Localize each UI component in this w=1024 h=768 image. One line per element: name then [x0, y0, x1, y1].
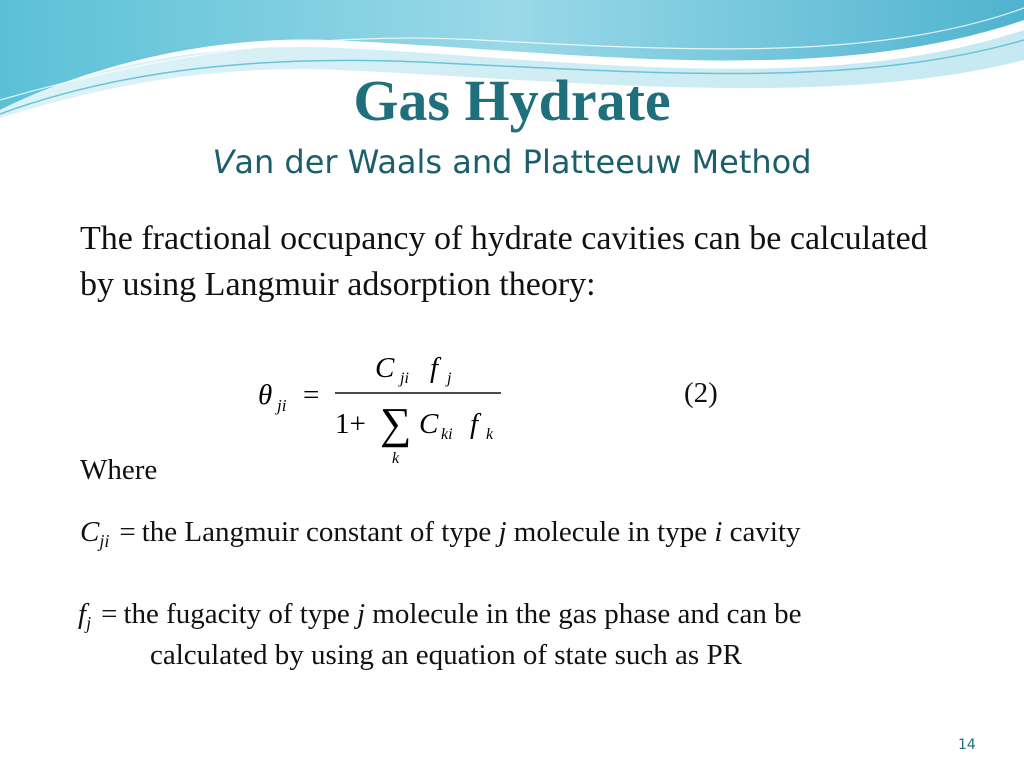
slide-subtitle	[0, 143, 1024, 181]
def-equals: =	[101, 598, 118, 630]
def-equals: =	[119, 516, 136, 548]
eq-den-sigma-sub: k	[392, 450, 400, 467]
def-text: the Langmuir constant of type	[141, 516, 499, 548]
definition-cji	[80, 514, 801, 553]
intro-paragraph: The fractional occupancy of hydrate cavities can be calculated by using Langmuir adsorption theory:	[80, 220, 928, 303]
subtitle-initial: V	[212, 143, 235, 181]
def-text: cavity	[722, 516, 801, 548]
subtitle-rest: an der Waals and Platteeuw Method	[234, 143, 812, 181]
def-text: molecule in type	[506, 516, 715, 548]
eq-num-c-sub: ji	[400, 370, 409, 387]
def-var: j	[498, 516, 507, 548]
eq-theta-sub: ji	[277, 396, 287, 415]
eq-num-f-sub: j	[447, 370, 452, 387]
def-text: the fugacity of type	[123, 598, 357, 630]
eq-den-one-plus: 1+	[335, 408, 366, 440]
slide-title: Gas Hydrate	[353, 68, 671, 133]
definition-fj	[78, 596, 801, 635]
eq-den-f: f	[470, 408, 479, 440]
eq-theta: θ	[258, 379, 273, 411]
definition-fj-continuation: calculated by using an equation of state such as PR	[150, 639, 742, 671]
eq-den-f-sub: k	[486, 426, 494, 443]
def-symbol-sub: j	[86, 613, 92, 633]
equation-number: (2)	[684, 377, 718, 409]
eq-den-c-sub: ki	[441, 426, 453, 443]
def-symbol: C	[80, 516, 100, 548]
eq-den-c: C	[419, 408, 439, 440]
def-symbol-sub: ji	[99, 531, 110, 551]
langmuir-equation	[255, 346, 515, 471]
def-var: j	[356, 598, 366, 630]
def-var: i	[714, 516, 723, 548]
page-number: 14	[958, 737, 976, 753]
eq-num-f: f	[430, 352, 439, 384]
where-label: Where	[80, 454, 158, 486]
eq-den-sigma: ∑	[380, 399, 412, 448]
eq-equals: =	[303, 379, 320, 411]
def-symbol: f	[78, 598, 87, 630]
def-text: molecule in the gas phase and can be	[365, 598, 802, 630]
eq-num-c: C	[375, 352, 395, 384]
